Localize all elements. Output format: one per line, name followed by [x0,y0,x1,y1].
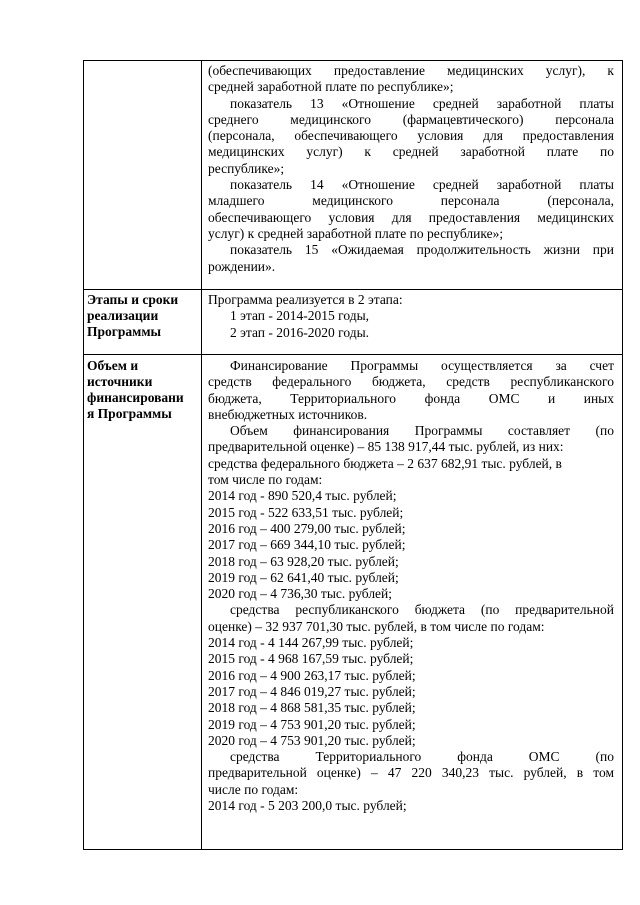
text-line: внебюджетных источников. [208,406,368,422]
text-line: числе по годам: [208,781,299,797]
label-line: Программы [87,324,162,339]
text-line: 2015 год - 522 633,51 тыс. рублей; [208,504,404,520]
column-divider [201,61,202,849]
label-line: финансировани [87,390,184,405]
text-line: 2019 год – 4 753 901,20 тыс. рублей; [208,716,416,732]
text-line: 2016 год – 4 900 263,17 тыс. рублей; [208,667,416,683]
text-line: 2017 год – 4 846 019,27 тыс. рублей; [208,683,416,699]
text-line: 2016 год – 400 279,00 тыс. рублей; [208,520,406,536]
text-line: показатель 15 «Ожидаемая продолжительность жизни при [230,242,614,258]
text-line: средства федерального бюджета – 2 637 682,91 тыс. рублей, в [208,455,562,471]
text-line: средства Территориального фонда ОМС (по [230,749,614,765]
text-line: 2 этап - 2016-2020 годы. [230,324,370,340]
text-line: бюджета, Территориального фонда ОМС и иных [208,390,614,406]
row-financing-text [208,358,614,814]
text-line: 2015 год - 4 968 167,59 тыс. рублей; [208,651,414,667]
text-line: том числе по годам: [208,472,323,488]
text-line: 2014 год - 5 203 200,0 тыс. рублей; [208,798,407,814]
text-line: услуг) к средней заработной плате по республике»; [208,225,504,241]
text-line: медицинских услуг) к средней заработной плате по [208,144,614,160]
text-line: средней заработной плате по республике»; [208,79,454,95]
text-line: 2018 год – 4 868 581,35 тыс. рублей; [208,700,416,716]
text-line: 2014 год - 890 520,4 тыс. рублей; [208,488,397,504]
text-line: 1 этап - 2014-2015 годы, [230,308,370,324]
text-line: показатель 13 «Отношение средней заработной платы [230,95,614,111]
text-line: Объем финансирования Программы составляет (по [230,423,614,439]
label-line: реализации [87,308,159,323]
text-line: (персонала, обеспечивающего условия для предоставления [208,128,614,144]
row-divider-2 [84,354,622,355]
text-line: 2019 год – 62 641,40 тыс. рублей; [208,569,399,585]
text-line: оценке) – 32 937 701,30 тыс. рублей, в том числе по годам: [208,618,545,634]
text-line: (обеспечивающих предоставление медицинских услуг), к [208,63,614,78]
text-line: Финансирование Программы осуществляется за счет [230,358,614,373]
text-line: предварительной оценке) – 47 220 340,23 тыс. рублей, в том [208,765,614,781]
label-line: Объем и [87,358,139,373]
text-line: 2020 год – 4 736,30 тыс. рублей; [208,586,393,602]
row-stages-text [208,292,614,341]
label-line: источники [87,374,153,389]
text-line: средства республиканского бюджета (по предварительной [230,602,614,618]
text-line: 2014 год - 4 144 267,99 тыс. рублей; [208,635,414,651]
text-line: 2020 год – 4 753 901,20 тыс. рублей; [208,732,416,748]
text-line: рождении». [208,258,276,274]
text-line: младшего медицинского персонала (персонала, [208,193,614,209]
text-line: республике»; [208,160,285,176]
text-line: среднего медицинского (фармацевтического) персонала [208,111,614,127]
row-divider-1 [84,289,622,290]
row-stages-label [87,292,199,340]
text-line: средств федерального бюджета, средств республиканского [208,374,614,390]
text-line: предварительной оценке) – 85 138 917,44 тыс. рублей, из них: [208,439,564,455]
text-line: показатель 14 «Отношение средней заработной платы [230,177,614,193]
text-line: обеспечивающего условия для предоставления медицинских [208,209,614,225]
program-passport-table [83,60,623,850]
label-line: Этапы и сроки [87,292,179,307]
text-line: Программа реализуется в 2 этапа: [208,292,403,307]
row-financing-label [87,358,199,422]
text-line: 2017 год – 669 344,10 тыс. рублей; [208,537,406,553]
label-line: я Программы [87,406,172,421]
text-line: 2018 год – 63 928,20 тыс. рублей; [208,553,399,569]
row-indicators-text [208,63,614,275]
